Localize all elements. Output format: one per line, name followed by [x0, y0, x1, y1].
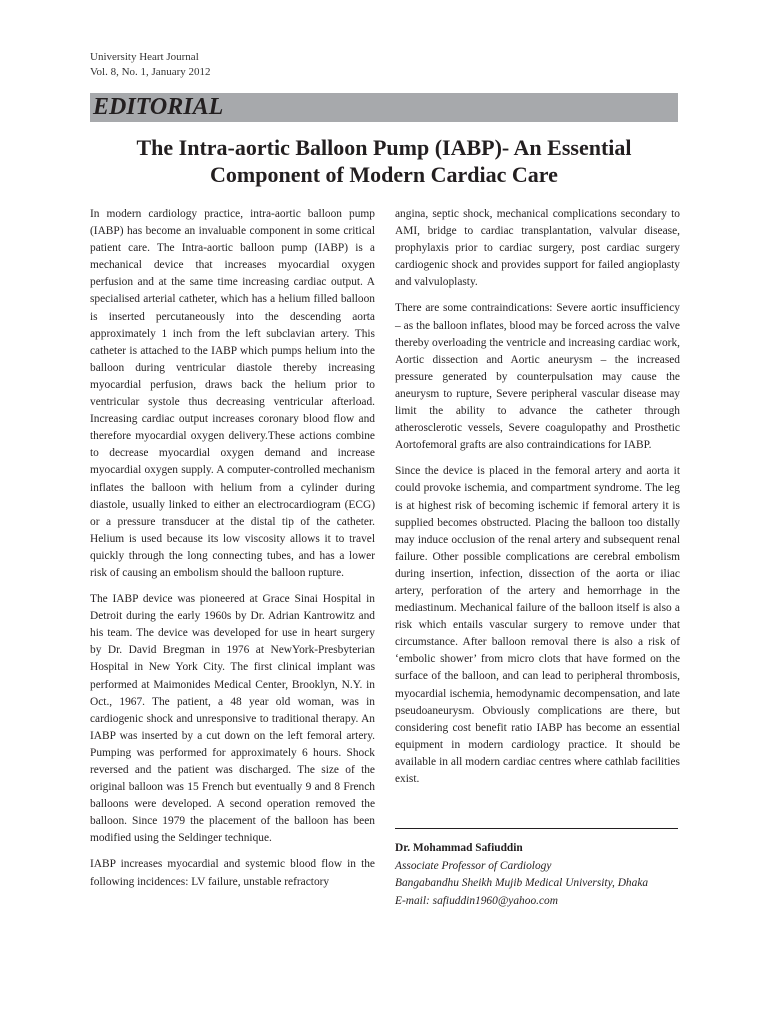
title-line-2: Component of Modern Cardiac Care	[210, 162, 558, 187]
left-column	[90, 206, 375, 900]
author-email[interactable]: E-mail: safiuddin1960@yahoo.com	[395, 894, 558, 907]
paragraph: The IABP device was pioneered at Grace Sinai Hospital in Detroit during the early 1960s by Dr. Adrian Kantrowitz and his team. The device was developed for use in heart surgery by Dr. David Bregman in 1976 at NewYork-Presbyterian Hospital in New York City. The first clinical implant was performed at Maimonides Medical Center, Brooklyn, N.Y. in Oct., 1967. The patient, a 48 year old woman, was in cardiogenic shock and unresponsive to traditional therapy. An IABP was inserted by a cut down on the left femoral artery. Pumping was performed for approximately 6 hours. Shock reversed and the patient was discharged. The size of the original balloon was 15 French but eventually 9 and 8 French balloons were developed. A second operation removed the balloon. Since 1979 the placement of the balloon has been modified using the Seldinger technique.	[90, 593, 375, 845]
paragraph: IABP increases myocardial and systemic blood flow in the following incidences: LV failure, unstable refractory	[90, 858, 375, 888]
paragraph: There are some contraindications: Severe aortic insufficiency – as the balloon inflates, blood may be forced across the valve thereby overloading the ventricle and increasing cardiac work, Aortic dissection and Aortic aneurysm – the increased pressure generated by counterpulsation may cause the aneurysm to rupture, Severe peripheral vascular disease may limit the ability to advance the catheter through atherosclerotic vessels, Severe coagulopathy and Prosthetic Aortofemoral grafts are also contraindications for IABP.	[395, 302, 680, 452]
journal-header	[90, 50, 210, 80]
author-divider	[395, 828, 678, 829]
paragraph: angina, septic shock, mechanical complications secondary to AMI, bridge to cardiac transplantation, valvular disease, prophylaxis prior to cardiac surgery, post cardiac surgery cardiogenic shock and provides support for failed angioplasty and valvuloplasty.	[395, 208, 680, 289]
section-label: EDITORIAL	[93, 94, 224, 120]
paragraph: Since the device is placed in the femoral artery and aorta it could provoke ischemia, and compartment syndrome. The leg is at highest risk of becoming ischemic if femoral artery it is supplied becomes obstructed. Placing the balloon too distally may induce occlusion of the renal artery and subsequent renal failure. Other possible complications are cerebral embolism during insertion, infection, dissection of the aorta or iliac artery, perforation of the artery and hemorrhage in the mediastinum. Mechanical failure of the balloon itself is also a risk which entails vascular surgery to remove under that circumstance. After balloon removal there is also a risk of ‘embolic shower’ from micro clots that have formed on the surface of the balloon, and can lead to peripheral thrombosis, myocardial ischemia, hemodynamic decompensation, and late pseudoaneurysm. Obviously complications are there, but considering cost benefit ratio IABP has become an essential equipment in modern cardiology practice. It should be available in all modern cardiac centres where cathlab facilities exist.	[395, 465, 680, 785]
journal-name: University Heart Journal	[90, 51, 199, 63]
paragraph: In modern cardiology practice, intra-aortic balloon pump (IABP) has become an invaluable component in some critical patient care. The Intra-aortic balloon pump (IABP) is a mechanical device that increases myocardial oxygen perfusion and at the same time increasing cardiac output. A specialised arterial catheter, which has a helium filled balloon is inserted percutaneously into the descending aorta approximately 1 inch from the left subclavian artery. This catheter is attached to the IABP which pumps helium into the balloon during ventricular diastole thereby increasing myocardial perfusion, draws back the helium prior to ventricular systole thus decreasing ventricular afterload. Increasing cardiac output increases coronary blood flow and therefore myocardial oxygen delivery.These actions combine to decrease myocardial oxygen demand and increase myocardial oxygen supply. A computer-controlled mechanism inflates the balloon with helium from a cylinder during diastole, usually linked to either an electrocardiogram (ECG) or a pressure transducer at the distal tip of the catheter. Helium is used because its low viscosity allows it to travel quickly through the long connecting tubes, and has a lower risk of causing an embolism should the balloon rupture.	[90, 208, 375, 579]
author-block	[395, 840, 685, 910]
journal-issue: Vol. 8, No. 1, January 2012	[90, 66, 211, 78]
title-line-1: The Intra-aortic Balloon Pump (IABP)- An Essential	[136, 135, 632, 160]
author-name: Dr. Mohammad Safiuddin	[395, 842, 523, 854]
author-position: Associate Professor of Cardiology	[395, 859, 552, 872]
article-title	[90, 134, 678, 188]
section-banner	[90, 93, 678, 122]
right-column	[395, 206, 680, 797]
author-affiliation: Bangabandhu Sheikh Mujib Medical University, Dhaka	[395, 877, 649, 889]
